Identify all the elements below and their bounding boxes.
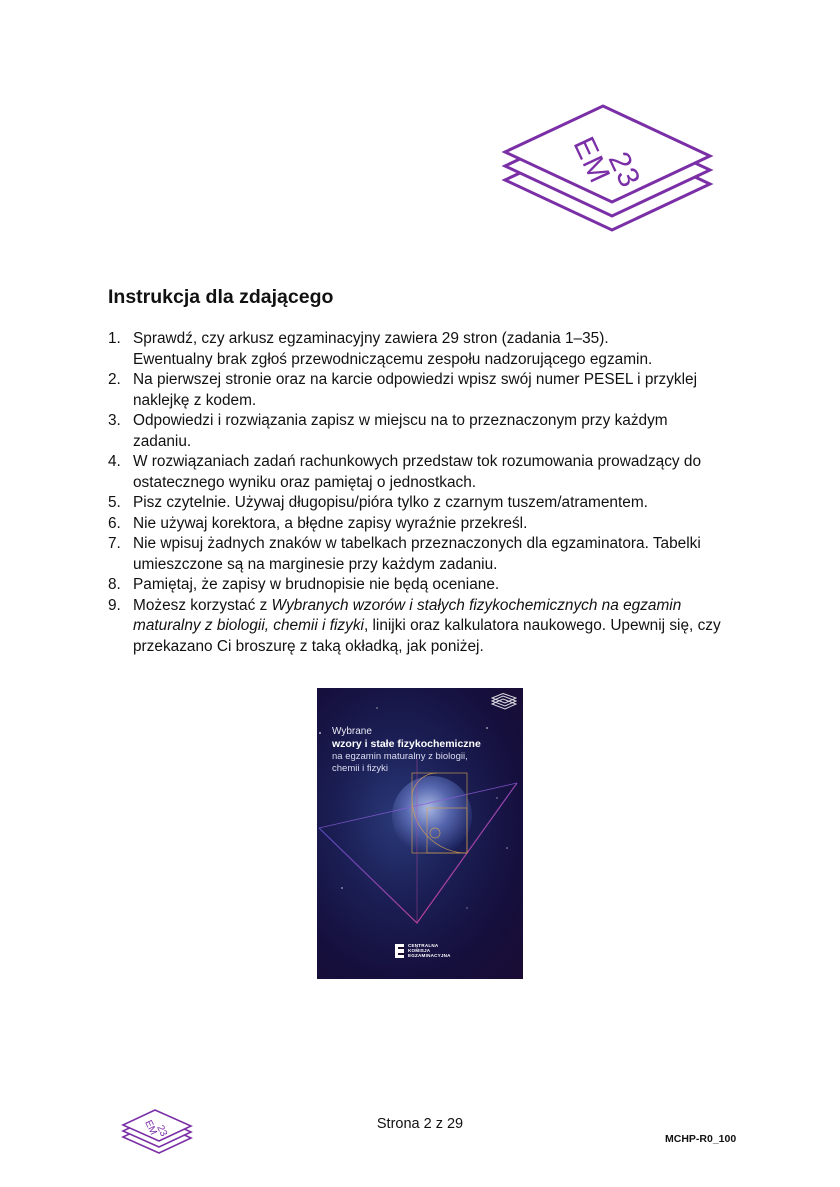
cover-em-logo-icon bbox=[491, 693, 517, 711]
instruction-text: Odpowiedzi i rozwiązania zapisz w miejscu na to przeznaczonym przy każdym bbox=[133, 412, 668, 429]
instruction-number: 6. bbox=[108, 514, 121, 532]
cover-subtitle-line: na egzamin maturalny z biologii, bbox=[332, 751, 468, 762]
instruction-text: , linijki oraz kalkulatora naukowego. Upewnij się, czy bbox=[363, 617, 721, 634]
instruction-number: 8. bbox=[108, 576, 121, 593]
cke-publisher-mark bbox=[395, 943, 451, 959]
instruction-item bbox=[108, 534, 748, 575]
instruction-text: Ewentualny brak zgłoś przewodniczącemu zespołu nadzorującego egzamin. bbox=[133, 350, 653, 368]
instruction-text: Nie używaj korektora, a błędne zapisy wyraźnie przekreśl. bbox=[133, 514, 528, 532]
cke-publisher-name bbox=[408, 943, 451, 959]
instruction-item bbox=[108, 596, 748, 658]
instruction-item bbox=[108, 370, 748, 411]
instruction-item bbox=[108, 493, 748, 514]
cover-title-line: wzory i stałe fizykochemiczne bbox=[332, 738, 481, 750]
instruction-text: Nie wpisuj żadnych znaków w tabelkach przeznaczonych dla egzaminatora. Tabelki bbox=[133, 535, 701, 552]
instruction-text: Na pierwszej stronie oraz na karcie odpowiedzi wpisz swój numer PESEL i przyklej bbox=[133, 371, 697, 388]
publisher-line: KOMISJA bbox=[408, 948, 431, 954]
publisher-line: EGZAMINACYJNA bbox=[408, 953, 451, 959]
instruction-text: Pisz czytelnie. Używaj długopisu/pióra tylko z czarnym tuszem/atramentem. bbox=[133, 494, 648, 511]
instruction-text: Pamiętaj, że zapisy w brudnopisie nie będą oceniane. bbox=[133, 576, 500, 593]
instruction-text: naklejkę z kodem. bbox=[133, 391, 257, 409]
logo-text-em: EM bbox=[566, 132, 617, 189]
instruction-number: 9. bbox=[108, 596, 121, 614]
instruction-text: Możesz korzystać z bbox=[133, 596, 272, 614]
cover-title-block bbox=[332, 726, 481, 775]
instruction-number: 1. bbox=[108, 330, 121, 347]
em23-logo-small bbox=[121, 1107, 193, 1157]
brochure-title: maturalny z biologii, chemii i fizyki bbox=[133, 617, 364, 634]
instruction-number: 4. bbox=[108, 453, 121, 470]
page-number: Strona 2 z 29 bbox=[376, 1116, 464, 1132]
publisher-line: CENTRALNA bbox=[408, 943, 439, 948]
instruction-text: W rozwiązaniach zadań rachunkowych przedstaw tok rozumowania prowadzący do bbox=[133, 453, 702, 470]
brochure-cover-image bbox=[317, 688, 523, 979]
cke-logo-icon bbox=[395, 944, 404, 958]
instructions-list bbox=[108, 329, 748, 657]
instruction-number: 7. bbox=[108, 535, 121, 552]
instruction-number: 2. bbox=[108, 371, 121, 388]
logo-text-23: 23 bbox=[601, 147, 647, 194]
instruction-number: 5. bbox=[108, 494, 121, 511]
instruction-number: 3. bbox=[108, 412, 121, 429]
instruction-item bbox=[108, 514, 748, 535]
instruction-text: Sprawdź, czy arkusz egzaminacyjny zawiera 29 stron (zadania 1–35). bbox=[133, 330, 609, 347]
instructions-heading: Instrukcja dla zdającego bbox=[108, 286, 334, 308]
logo-small-text-23: 23 bbox=[154, 1123, 169, 1139]
cover-title-line: Wybrane bbox=[332, 726, 372, 737]
instruction-text: ostatecznego wyniku oraz pamiętaj o jednostkach. bbox=[133, 473, 477, 491]
brochure-title: Wybranych wzorów i stałych fizykochemicznych na egzamin bbox=[271, 596, 682, 614]
logo-small-text-em: EM bbox=[142, 1118, 159, 1137]
document-code: MCHP-R0_100 bbox=[665, 1133, 737, 1145]
em23-logo bbox=[500, 96, 715, 244]
cover-subtitle-line: chemii i fizyki bbox=[332, 763, 388, 774]
instruction-text: umieszczone są na marginesie przy każdym zadaniu. bbox=[133, 555, 498, 573]
instruction-item bbox=[108, 575, 748, 596]
instruction-item bbox=[108, 411, 748, 452]
instruction-text: przekazano Ci broszurę z taką okładką, jak poniżej. bbox=[133, 637, 484, 655]
instruction-text: zadaniu. bbox=[133, 432, 192, 450]
instruction-item bbox=[108, 329, 748, 370]
instruction-item bbox=[108, 452, 748, 493]
